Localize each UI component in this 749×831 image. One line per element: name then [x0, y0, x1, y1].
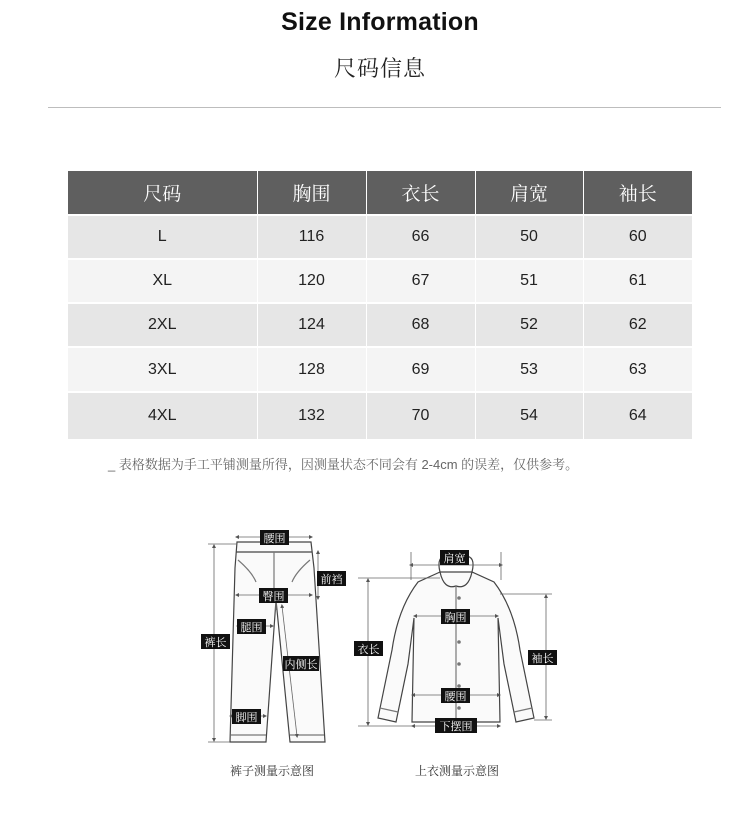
- table-cell: 64: [583, 392, 692, 439]
- svg-text:前裆: 前裆: [320, 573, 343, 586]
- label-chest: [441, 609, 470, 624]
- table-cell: 50: [475, 215, 583, 259]
- table-cell: 63: [583, 347, 692, 392]
- svg-text:腰围: 腰围: [444, 690, 467, 703]
- label-leg-opening: [232, 709, 261, 724]
- column-header-shoulder: 肩宽: [475, 171, 583, 215]
- table-row: [68, 303, 692, 347]
- label-front-rise: [317, 571, 346, 586]
- table-cell: XL: [68, 259, 257, 303]
- label-sleeve: [528, 650, 557, 665]
- table-cell: 128: [257, 347, 366, 392]
- svg-text:腿围: 腿围: [240, 621, 263, 634]
- label-shoulder: [440, 550, 469, 565]
- table-cell: 2XL: [68, 303, 257, 347]
- table-cell: 61: [583, 259, 692, 303]
- column-header-length: 衣长: [366, 171, 475, 215]
- label-waist: [260, 530, 289, 545]
- svg-text:衣长: 衣长: [357, 643, 380, 656]
- table-cell: 54: [475, 392, 583, 439]
- title-chinese: 尺码信息: [333, 56, 426, 81]
- table-cell: 67: [366, 259, 475, 303]
- label-shirt-length: [354, 641, 383, 656]
- table-row: [68, 347, 692, 392]
- table-cell: 124: [257, 303, 366, 347]
- table-header-row: [68, 171, 692, 215]
- svg-text:下摆围: 下摆围: [439, 720, 473, 733]
- shirt-caption: 上衣测量示意图: [415, 764, 500, 778]
- table-cell: 62: [583, 303, 692, 347]
- label-inseam: [283, 656, 319, 671]
- label-shirt-waist: [441, 688, 470, 703]
- svg-text:裤长: 裤长: [204, 636, 227, 649]
- table-cell: 3XL: [68, 347, 257, 392]
- svg-text:腰围: 腰围: [263, 532, 286, 545]
- table-cell: 69: [366, 347, 475, 392]
- column-header-chest: 胸围: [257, 171, 366, 215]
- table-row: [68, 392, 692, 439]
- table-cell: 51: [475, 259, 583, 303]
- table-cell: 4XL: [68, 392, 257, 439]
- column-header-size: 尺码: [68, 171, 257, 215]
- label-thigh: [237, 619, 266, 634]
- column-header-sleeve: 袖长: [583, 171, 692, 215]
- title-english: Size Information: [281, 8, 479, 36]
- table-cell: 116: [257, 215, 366, 259]
- table-cell: 132: [257, 392, 366, 439]
- label-hem: [435, 718, 477, 733]
- table-cell: 68: [366, 303, 475, 347]
- svg-text:脚围: 脚围: [235, 711, 258, 724]
- table-cell: 120: [257, 259, 366, 303]
- table-row: [68, 215, 692, 259]
- table-cell: 53: [475, 347, 583, 392]
- table-cell: 70: [366, 392, 475, 439]
- measurement-diagrams: [0, 500, 749, 760]
- table-cell: L: [68, 215, 257, 259]
- divider: [48, 107, 721, 108]
- measurement-note: _ 表格数据为手工平铺测量所得，因测量状态不同会有 2-4cm 的误差，仅供参考。: [108, 457, 579, 472]
- label-pants-length: [201, 634, 230, 649]
- table-cell: 60: [583, 215, 692, 259]
- table-row: [68, 259, 692, 303]
- size-table: [68, 171, 692, 439]
- pants-caption: 裤子测量示意图: [230, 764, 315, 778]
- svg-text:胸围: 胸围: [444, 611, 467, 624]
- table-cell: 52: [475, 303, 583, 347]
- svg-text:臀围: 臀围: [262, 590, 285, 603]
- table-cell: 66: [366, 215, 475, 259]
- svg-text:内侧长: 内侧长: [284, 658, 318, 671]
- svg-text:肩宽: 肩宽: [443, 552, 466, 565]
- label-hip: [259, 588, 288, 603]
- svg-text:袖长: 袖长: [531, 652, 554, 665]
